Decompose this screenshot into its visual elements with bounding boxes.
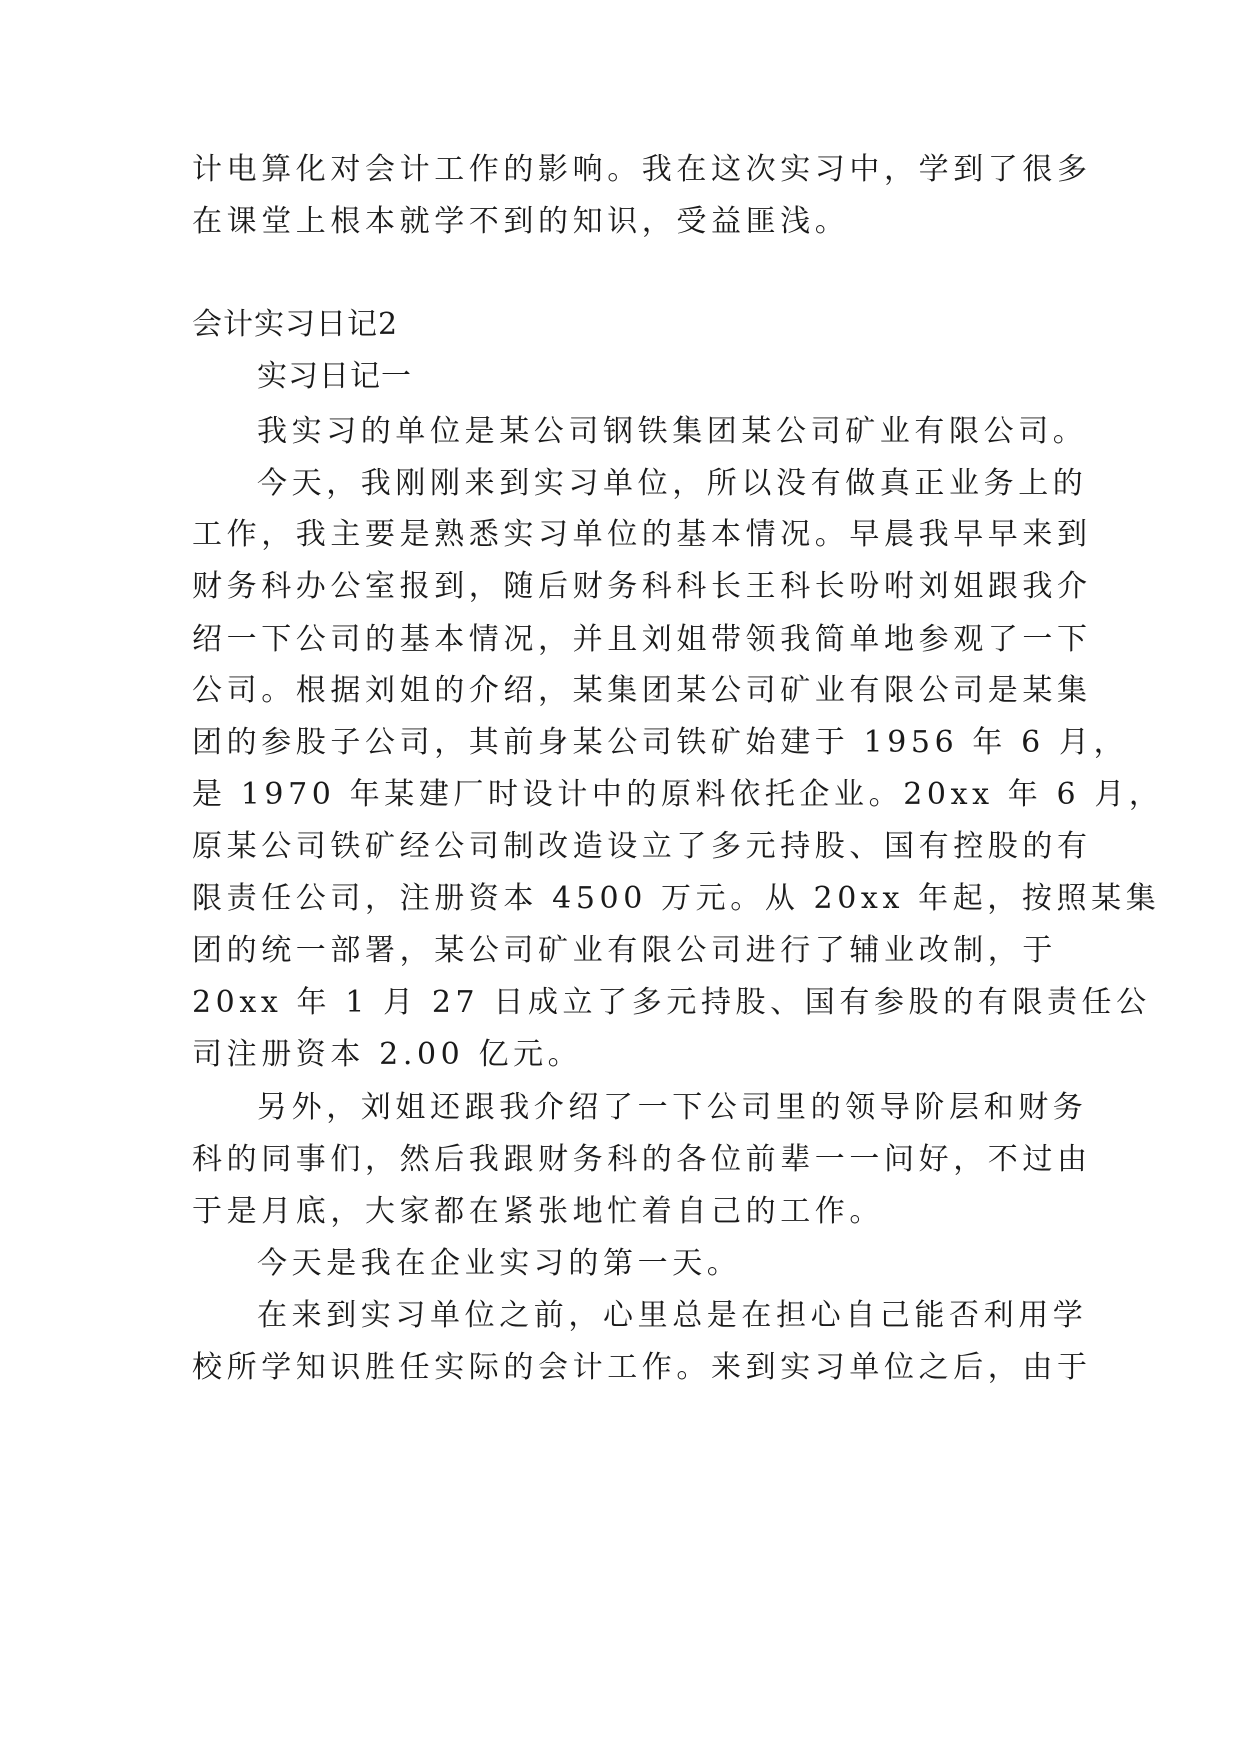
section-heading: 会计实习日记2: [192, 307, 399, 342]
text-line: 于是月底，大家都在紧张地忙着自己的工作。: [192, 1194, 884, 1229]
text-line: 工作，我主要是熟悉实习单位的基本情况。早晨我早早来到: [192, 517, 1092, 552]
text-line: 公司。根据刘姐的介绍，某集团某公司矿业有限公司是某集: [192, 673, 1092, 708]
text-line: 今天是我在企业实习的第一天。: [257, 1246, 742, 1281]
text-line: 20xx 年 1 月 27 日成立了多元持股、国有参股的有限责任公: [192, 985, 1151, 1020]
text-line: 另外，刘姐还跟我介绍了一下公司里的领导阶层和财务: [257, 1090, 1088, 1125]
text-line: 绍一下公司的基本情况，并且刘姐带领我简单地参观了一下: [192, 622, 1092, 657]
text-line: 团的统一部署，某公司矿业有限公司进行了辅业改制，于: [192, 933, 1057, 968]
subsection-heading: 实习日记一: [257, 359, 412, 394]
text-line: 财务科办公室报到，随后财务科科长王科长吩咐刘姐跟我介: [192, 569, 1092, 604]
text-line: 团的参股子公司，其前身某公司铁矿始建于 1956 年 6 月，: [192, 725, 1129, 760]
text-line: 计电算化对会计工作的影响。我在这次实习中，学到了很多: [192, 152, 1092, 187]
text-line: 在来到实习单位之前，心里总是在担心自己能否利用学: [257, 1298, 1088, 1333]
text-line: 我实习的单位是某公司钢铁集团某公司矿业有限公司。: [257, 414, 1088, 449]
text-line: 今天，我刚刚来到实习单位，所以没有做真正业务上的: [257, 466, 1088, 501]
text-line: 限责任公司，注册资本 4500 万元。从 20xx 年起，按照某集: [192, 881, 1161, 916]
text-line: 科的同事们，然后我跟财务科的各位前辈一一问好，不过由: [192, 1142, 1092, 1177]
text-line: 原某公司铁矿经公司制改造设立了多元持股、国有控股的有: [192, 829, 1092, 864]
text-line: 在课堂上根本就学不到的知识，受益匪浅。: [192, 204, 850, 239]
text-line: 司注册资本 2.00 亿元。: [192, 1037, 583, 1072]
text-line: 是 1970 年某建厂时设计中的原料依托企业。20xx 年 6 月，: [192, 777, 1164, 812]
text-line: 校所学知识胜任实际的会计工作。来到实习单位之后，由于: [192, 1350, 1092, 1385]
